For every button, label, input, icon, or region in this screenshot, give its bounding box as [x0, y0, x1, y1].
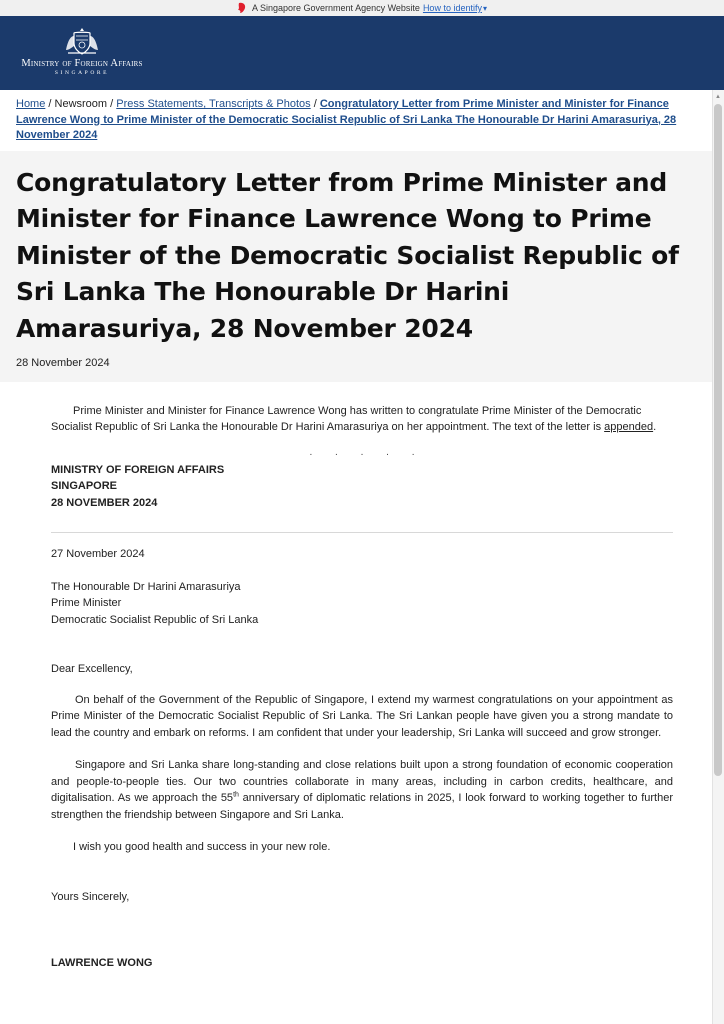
government-agency-bar — [0, 0, 724, 16]
letter-paragraph-2 — [51, 757, 673, 823]
addressee-country: Democratic Socialist Republic of Sri Lanka — [51, 613, 259, 626]
letter-salutation: Dear Excellency, — [51, 663, 133, 675]
divider — [51, 532, 673, 533]
breadcrumb-press-statements[interactable]: Press Statements, Transcripts & Photos — [116, 98, 311, 110]
ordinal-suffix: th — [233, 791, 239, 799]
title-section — [0, 151, 712, 382]
mfa-line-country: SINGAPORE — [51, 480, 118, 492]
paragraph-2-text-a: Singapore and Sri Lanka share long-standing and close relations built upon a strong foundation of economic cooperation and people-to-people ties. Our two countries collaborate in many areas, including in carbon credits, healthcare, and digitalisation. As we approach the 55 — [51, 759, 673, 804]
article-body — [0, 403, 712, 972]
chevron-down-icon[interactable]: ▾ — [482, 3, 487, 13]
breadcrumb-separator: / — [45, 98, 55, 110]
logo-ministry-name: Ministry of Foreign Affairs — [21, 58, 143, 69]
scrollbar-thumb[interactable] — [714, 104, 722, 776]
breadcrumb-current[interactable]: Congratulatory Letter from Prime Minister and Minister for Finance Lawrence Wong to Prime Minister of the Democratic Socialist Republic of Sri Lanka The Honourable Dr Harini Amarasuriya, 28 November 2024 — [16, 98, 677, 141]
addressee-name: The Honourable Dr Harini Amarasuriya — [51, 580, 241, 593]
singapore-lion-icon — [237, 2, 247, 14]
coat-of-arms-icon — [62, 26, 102, 56]
intro-end: . — [653, 421, 657, 433]
paragraph-2-text-b: anniversary of diplomatic relations in 2025, I look forward to working together to further strengthen the friendship between Singapore and Sri Lanka. — [51, 792, 674, 821]
logo-country-name: SINGAPORE — [54, 70, 110, 76]
mfa-logo[interactable] — [14, 26, 150, 76]
site-header — [0, 16, 724, 90]
main-content — [0, 90, 712, 972]
breadcrumb-separator: / — [107, 98, 117, 110]
breadcrumb — [0, 90, 712, 151]
letter-signature: LAWRENCE WONG — [51, 957, 153, 969]
page-title: Congratulatory Letter from Prime Minister and Minister for Finance Lawrence Wong to Prime Minister of the Democratic Socialist Republic of Sri Lanka The Honourable Dr Harini Amarasuriya, 28 November 2024 — [16, 167, 679, 343]
breadcrumb-home[interactable]: Home — [16, 98, 46, 110]
letter-addressee — [51, 579, 673, 629]
government-agency-text: A Singapore Government Agency Website — [252, 3, 420, 13]
intro-text: Prime Minister and Minister for Finance Lawrence Wong has written to congratulate Prime Minister of the Democratic Socialist Republic of Sri Lanka the Honourable Dr Harini Amarasuriya on her appointment. The text of the letter is — [51, 404, 642, 433]
breadcrumb-separator: / — [310, 98, 320, 110]
letter-paragraph-3: I wish you good health and success in your new role. — [73, 841, 331, 853]
section-separator-dots: . . . . . — [309, 446, 425, 458]
appended-link[interactable]: appended — [604, 421, 654, 433]
mfa-line-ministry: MINISTRY OF FOREIGN AFFAIRS — [51, 463, 225, 476]
mfa-line-date: 28 NOVEMBER 2024 — [51, 496, 158, 509]
scroll-up-arrow-icon[interactable]: ▲ — [715, 94, 721, 100]
how-to-identify-link[interactable]: How to identify — [422, 3, 482, 13]
intro-paragraph — [51, 403, 673, 436]
publish-date: 28 November 2024 — [16, 357, 110, 369]
letter-date: 27 November 2024 — [51, 548, 145, 560]
mfa-attribution — [51, 462, 673, 512]
breadcrumb-newsroom: Newsroom — [54, 98, 108, 110]
addressee-title: Prime Minister — [51, 597, 122, 609]
letter-closing: Yours Sincerely, — [51, 890, 130, 903]
letter-paragraph-1: On behalf of the Government of the Republic of Singapore, I extend my warmest congratulations on your appointment as Prime Minister of the Democratic Socialist Republic of Sri Lanka. The Sri Lankan people have given you a strong mandate to lead the country and embark on reforms. I am confident that under your leadership, Sri Lanka will succeed and grow stronger. — [51, 693, 673, 739]
